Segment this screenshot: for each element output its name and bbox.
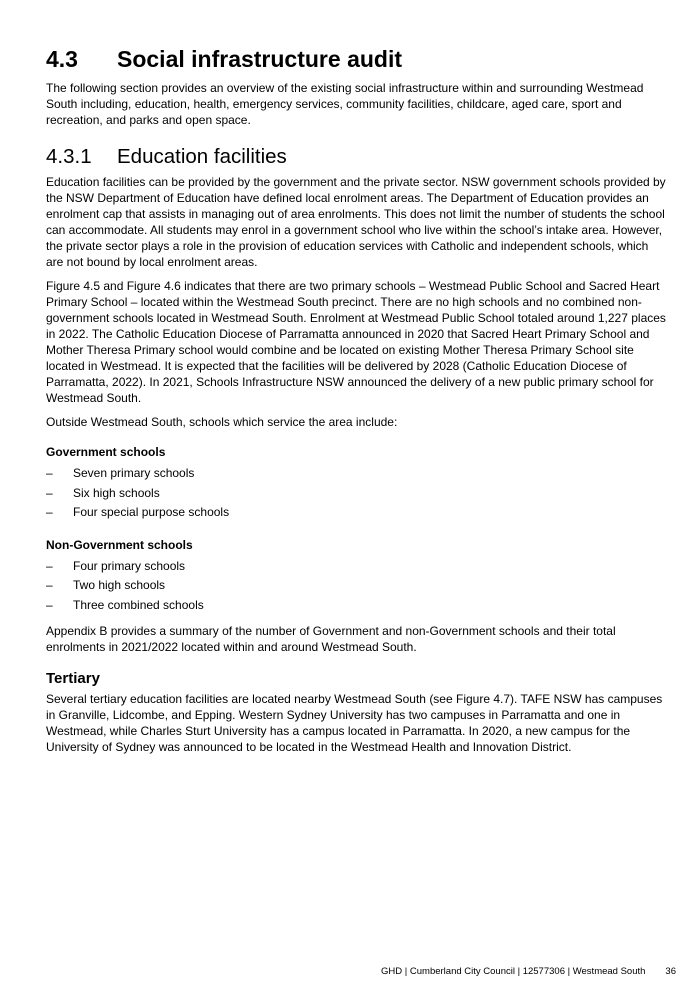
paragraph-tertiary: Several tertiary education facilities are located nearby Westmead South (see Figure 4.7). TAFE NSW has campuses in Granville, Lidcombe, and Epping. Western Sydney University has two campuses in Parramatta and one in Westmead, while Charles Sturt University has a campus located in Parramatta. In 2020, a new campus for the University of Sydney was announced to be located in the Westmead Health and Innovation District. [46, 692, 663, 754]
page-footer [0, 966, 676, 978]
non-government-schools-list [46, 557, 666, 616]
subsection-number: 4.3.1 [46, 145, 92, 168]
section-heading [46, 44, 666, 74]
list-dash: – [46, 578, 53, 592]
subsection-title: Education facilities [117, 145, 287, 168]
government-schools-heading: Government schools [46, 445, 166, 459]
page-number: 36 [665, 966, 676, 977]
paragraph-education-overview: Education facilities can be provided by the government and the private sector. NSW government schools provided by the NSW Department of Education have defined local enrolment areas. The Department of Education provides an enrolment cap that assists in managing out of area enrolments. This does not limit the number of students the school can accommodate. All students may enrol in a government school who live within the school’s intake area. However, the private sector plays a role in the provision of education services with Catholic and independent schools, which are not bound by local enrolment areas. [46, 175, 666, 269]
list-item: – Two high schools [46, 576, 666, 596]
paragraph-outside-schools: Outside Westmead South, schools which service the area include: [46, 415, 398, 429]
section-title: Social infrastructure audit [117, 46, 403, 72]
list-item: – Four special purpose schools [46, 503, 666, 523]
tertiary-heading: Tertiary [46, 670, 100, 687]
section-number: 4.3 [46, 46, 78, 72]
paragraph-primary-schools: Figure 4.5 and Figure 4.6 indicates that there are two primary schools – Westmead Public School and Sacred Heart Primary School – located within the Westmead South precinct. There are no high schools and no combined non-government schools located in Westmead South. Enrolment at Westmead Public School totaled around 1,227 places in 2022. The Catholic Education Diocese of Parramatta announced in 2020 that Sacred Heart Primary School and Mother Theresa Primary school would combine and be located on existing Mother Theresa Primary School site located in Westmead. It is expected that the facilities will be delivered by 2028 (Catholic Education Diocese of Parramatta, 2022). In 2021, Schools Infrastructure NSW announced the delivery of a new public primary school for Westmead South. [46, 279, 666, 405]
list-dash: – [46, 485, 53, 500]
section-intro: The following section provides an overview of the existing social infrastructure within and surrounding Westmead South including, education, health, emergency services, community facilities, childcare, aged care, sport and recreation, and parks and open space. [46, 81, 644, 127]
list-item: – Seven primary schools [46, 464, 666, 484]
footer-text: GHD | Cumberland City Council | 12577306 | Westmead South [381, 966, 646, 977]
government-schools-list [46, 464, 666, 523]
list-dash: – [46, 597, 53, 612]
list-item: – Four primary schools [46, 557, 666, 577]
subsection-heading [46, 144, 666, 170]
list-item: – Six high schools [46, 484, 666, 504]
list-dash: – [46, 505, 53, 519]
list-item: – Three combined schools [46, 596, 666, 616]
non-government-schools-heading: Non-Government schools [46, 537, 193, 552]
list-dash: – [46, 466, 53, 480]
paragraph-appendix-note: Appendix B provides a summary of the number of Government and non-Government schools and their total enrolments in 2021/2022 located within and around Westmead South. [46, 624, 616, 654]
list-dash: – [46, 558, 53, 573]
page-content [46, 44, 666, 763]
